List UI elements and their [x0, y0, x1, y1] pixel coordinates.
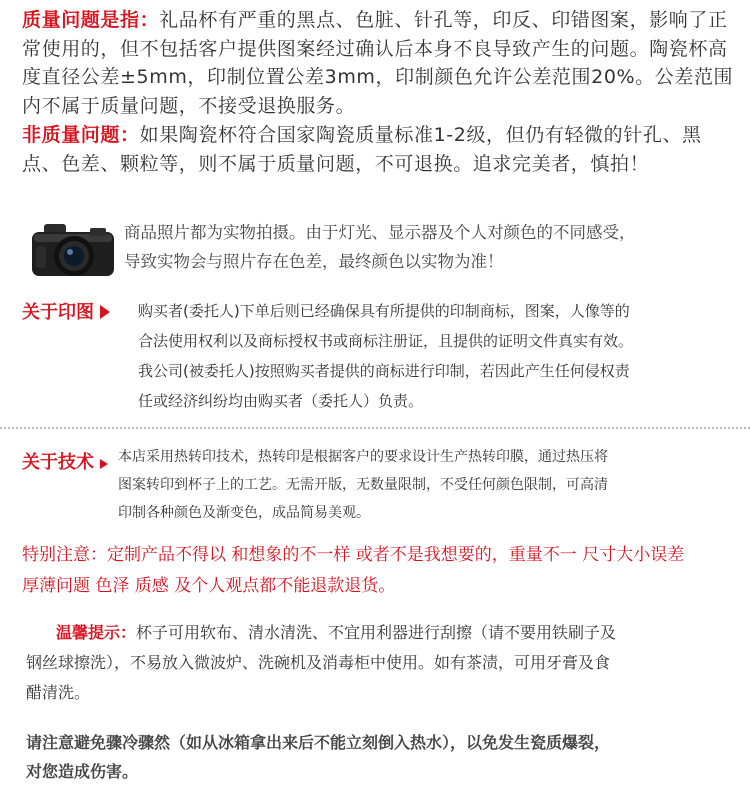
warning-line: 对您造成伤害。: [26, 762, 139, 781]
tips-line: 醋清洗。: [26, 683, 91, 702]
tips-line: 钢丝球擦洗），不易放入微波炉、洗碗机及消毒柜中使用。如有茶渍，可用牙膏及食: [26, 653, 611, 672]
technology-title: [22, 448, 108, 474]
non-quality-paragraph: [22, 121, 737, 178]
dotted-divider: [0, 427, 750, 429]
technology-line: 本店采用热转印技术，热转印是根据客户的要求设计生产热转印膜，通过热压将: [118, 449, 608, 465]
quality-issue-label: 质量问题是指：: [22, 9, 160, 31]
notice-line: 特别注意：定制产品不得以 和想象的不一样 或者不是我想要的，重量不一 尺寸大小误差: [22, 545, 685, 565]
technology-body: [118, 443, 742, 527]
notice-line: 厚薄问题 色泽 质感 及个人观点都不能退款退货。: [22, 576, 396, 596]
care-tips: [26, 618, 736, 708]
printing-line: 购买者(委托人)下单后则已经确保具有所提供的印制商标，图案，人像等的: [138, 302, 630, 320]
special-notice: [22, 540, 742, 602]
thermal-shock-warning: [26, 728, 746, 786]
warning-line: 请注意避免骤冷骤然（如从冰箱拿出来后不能立刻倒入热水），以免发生瓷质爆裂，: [26, 733, 611, 752]
quality-section: [22, 6, 737, 178]
triangle-arrow-icon: [100, 459, 108, 469]
quality-issue-text: 礼品杯有严重的黑点、色脏、针孔等，印反、印错图案，影响了正常使用的，但不包括客户提供图案经过确认后本身不良导致产生的问题。陶瓷杯高度直径公差±5mm，印制位置公差3mm，印制颜色允许公差范围20%。公差范围内不属于质量问题，不接受退换服务。: [22, 9, 734, 118]
technology-line: 印制各种颜色及渐变色，成品简易美观。: [118, 505, 370, 521]
photo-note: [124, 218, 734, 276]
tips-label: 温馨提示：: [56, 623, 137, 642]
tips-line: [26, 618, 736, 648]
technology-title-text: 关于技术: [22, 452, 94, 473]
printing-line: 我公司(被委托人)按照购买者提供的商标进行印制，若因此产生任何侵权责: [138, 362, 630, 380]
tips-text: 杯子可用软布、清水清洗、不宜用利器进行刮擦（请不要用铁刷子及: [136, 623, 617, 642]
non-quality-label: 非质量问题：: [22, 123, 140, 146]
technology-line: 图案转印到杯子上的工艺。无需开版，无数量限制，不受任何颜色限制，可高清: [118, 477, 608, 493]
photo-note-line: 商品照片都为实物拍摄。由于灯光、显示器及个人对颜色的不同感受，: [124, 223, 636, 242]
quality-issue-paragraph: [22, 6, 737, 121]
printing-line: 合法使用权利以及商标授权书或商标注册证，且提供的证明文件真实有效。: [138, 332, 634, 350]
printing-title-text: 关于印图: [22, 302, 94, 323]
photo-note-line: 导致实物会与照片存在色差，最终颜色以实物为准！: [124, 252, 504, 271]
printing-body: [138, 296, 738, 416]
printing-line: 任或经济纠纷均由购买者（委托人）负责。: [138, 392, 424, 410]
camera-icon: [30, 218, 116, 280]
non-quality-text: 如果陶瓷杯符合国家陶瓷质量标准1-2级，但仍有轻微的针孔、黑点、色差、颗粒等，则不属于质量问题，不可退换。追求完美者，慎拍！: [22, 123, 702, 175]
printing-title: [22, 298, 110, 324]
triangle-arrow-icon: [100, 305, 110, 319]
